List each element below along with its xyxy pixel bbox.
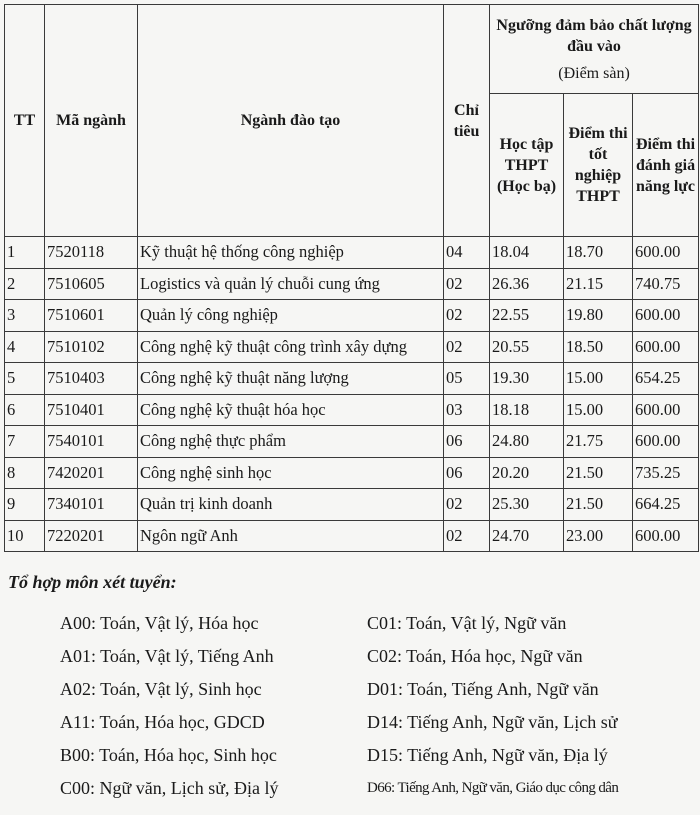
combo-item: B00: Toán, Hóa học, Sinh học	[60, 745, 277, 765]
cell-exam-score: 18.50	[564, 331, 633, 363]
cell-exam-score: 21.75	[564, 426, 633, 458]
cell-transcript-score: 20.55	[490, 331, 564, 363]
combo-item: D66: Tiếng Anh, Ngữ văn, Giáo dục công dân	[367, 780, 619, 796]
cell-code: 7220201	[45, 520, 138, 552]
table-row	[5, 394, 699, 426]
header-code: Mã ngành	[45, 5, 138, 237]
cell-quota: 02	[444, 520, 490, 552]
cell-code: 7510403	[45, 363, 138, 395]
cell-program-name: Ngôn ngữ Anh	[138, 520, 444, 552]
header-transcript: Học tập THPT (Học bạ)	[490, 94, 564, 237]
cell-tt: 9	[5, 489, 45, 521]
combo-item: A02: Toán, Vật lý, Sinh học	[60, 679, 262, 699]
cell-exam-score: 21.50	[564, 457, 633, 489]
cell-code: 7510102	[45, 331, 138, 363]
header-quota: Chỉ tiêu	[444, 5, 490, 237]
cell-exam-score: 21.50	[564, 489, 633, 521]
header-program: Ngành đào tạo	[138, 5, 444, 237]
combo-item: C01: Toán, Vật lý, Ngữ văn	[367, 613, 567, 633]
cell-quota: 02	[444, 489, 490, 521]
cell-program-name: Công nghệ sinh học	[138, 457, 444, 489]
cell-exam-score: 15.00	[564, 363, 633, 395]
cell-code: 7520118	[45, 237, 138, 269]
cell-quota: 06	[444, 457, 490, 489]
combo-item: C00: Ngữ văn, Lịch sử, Địa lý	[60, 778, 279, 798]
combos-title: Tổ hợp môn xét tuyển:	[8, 572, 177, 592]
combo-item: A01: Toán, Vật lý, Tiếng Anh	[60, 646, 274, 666]
cell-code: 7540101	[45, 426, 138, 458]
combo-item: D01: Toán, Tiếng Anh, Ngữ văn	[367, 679, 599, 699]
cell-aptitude-score: 654.25	[633, 363, 699, 395]
combo-item: D15: Tiếng Anh, Ngữ văn, Địa lý	[367, 745, 608, 765]
cell-aptitude-score: 740.75	[633, 268, 699, 300]
cell-program-name: Logistics và quản lý chuỗi cung ứng	[138, 268, 444, 300]
cell-transcript-score: 20.20	[490, 457, 564, 489]
cell-program-name: Công nghệ kỹ thuật hóa học	[138, 394, 444, 426]
cell-transcript-score: 18.04	[490, 237, 564, 269]
cell-aptitude-score: 600.00	[633, 394, 699, 426]
header-exam: Điểm thi tốt nghiệp THPT	[564, 94, 633, 237]
table-row	[5, 457, 699, 489]
cell-aptitude-score: 600.00	[633, 237, 699, 269]
cell-tt: 1	[5, 237, 45, 269]
table-row	[5, 363, 699, 395]
table-row	[5, 331, 699, 363]
cell-aptitude-score: 600.00	[633, 331, 699, 363]
cell-code: 7510601	[45, 300, 138, 332]
cell-exam-score: 19.80	[564, 300, 633, 332]
cell-tt: 4	[5, 331, 45, 363]
cell-program-name: Công nghệ kỹ thuật năng lượng	[138, 363, 444, 395]
combo-item: D14: Tiếng Anh, Ngữ văn, Lịch sử	[367, 712, 618, 732]
cell-code: 7510401	[45, 394, 138, 426]
header-threshold-group	[490, 5, 699, 94]
cell-quota: 06	[444, 426, 490, 458]
cell-program-name: Quản lý công nghiệp	[138, 300, 444, 332]
table-body	[5, 237, 699, 552]
cell-program-name: Kỹ thuật hệ thống công nghiệp	[138, 237, 444, 269]
cell-exam-score: 18.70	[564, 237, 633, 269]
cell-aptitude-score: 600.00	[633, 300, 699, 332]
cell-transcript-score: 26.36	[490, 268, 564, 300]
header-aptitude: Điểm thi đánh giá năng lực	[633, 94, 699, 237]
combo-item: C02: Toán, Hóa học, Ngữ văn	[367, 646, 583, 666]
table-row	[5, 426, 699, 458]
header-threshold-subtitle: (Điểm sàn)	[558, 64, 630, 82]
cell-quota: 05	[444, 363, 490, 395]
cell-code: 7510605	[45, 268, 138, 300]
cell-aptitude-score: 600.00	[633, 426, 699, 458]
cell-quota: 04	[444, 237, 490, 269]
cell-tt: 6	[5, 394, 45, 426]
cell-code: 7420201	[45, 457, 138, 489]
cell-aptitude-score: 664.25	[633, 489, 699, 521]
cell-tt: 3	[5, 300, 45, 332]
cell-exam-score: 21.15	[564, 268, 633, 300]
table-header	[5, 5, 699, 237]
cell-code: 7340101	[45, 489, 138, 521]
combo-item: A00: Toán, Vật lý, Hóa học	[60, 613, 259, 633]
header-threshold-title: Ngưỡng đảm bảo chất lượng đầu vào	[496, 16, 692, 55]
table-row	[5, 489, 699, 521]
cell-program-name: Công nghệ kỹ thuật công trình xây dựng	[138, 331, 444, 363]
cell-aptitude-score: 600.00	[633, 520, 699, 552]
cell-transcript-score: 25.30	[490, 489, 564, 521]
cell-program-name: Quản trị kinh doanh	[138, 489, 444, 521]
table-row	[5, 237, 699, 269]
combo-item: A11: Toán, Hóa học, GDCD	[60, 712, 265, 732]
cell-tt: 8	[5, 457, 45, 489]
admission-table	[4, 4, 699, 552]
header-tt: TT	[5, 5, 45, 237]
cell-transcript-score: 24.80	[490, 426, 564, 458]
table-row	[5, 520, 699, 552]
cell-quota: 02	[444, 268, 490, 300]
cell-quota: 03	[444, 394, 490, 426]
combo-list-left	[60, 607, 279, 805]
cell-program-name: Công nghệ thực phẩm	[138, 426, 444, 458]
cell-exam-score: 23.00	[564, 520, 633, 552]
cell-transcript-score: 19.30	[490, 363, 564, 395]
cell-tt: 7	[5, 426, 45, 458]
cell-quota: 02	[444, 300, 490, 332]
cell-tt: 5	[5, 363, 45, 395]
cell-tt: 10	[5, 520, 45, 552]
cell-aptitude-score: 735.25	[633, 457, 699, 489]
table-row	[5, 300, 699, 332]
cell-transcript-score: 18.18	[490, 394, 564, 426]
cell-transcript-score: 24.70	[490, 520, 564, 552]
cell-transcript-score: 22.55	[490, 300, 564, 332]
combo-list-right	[367, 607, 618, 805]
cell-quota: 02	[444, 331, 490, 363]
table-row	[5, 268, 699, 300]
cell-tt: 2	[5, 268, 45, 300]
cell-exam-score: 15.00	[564, 394, 633, 426]
